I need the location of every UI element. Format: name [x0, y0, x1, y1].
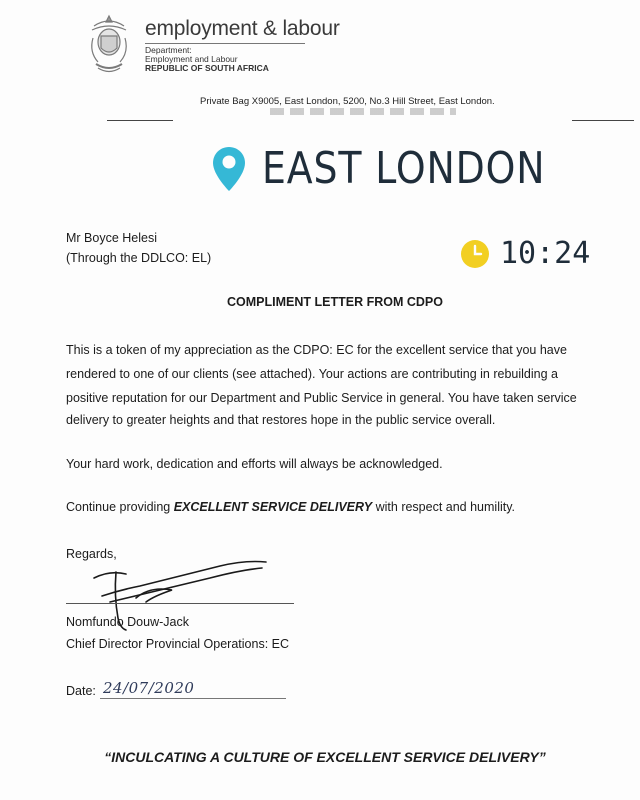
handwritten-date: 24/07/2020 — [103, 679, 195, 697]
postal-address: Private Bag X9005, East London, 5200, No.3 Hill Street, East London. — [200, 96, 495, 107]
faded-contact-line — [270, 108, 456, 115]
body-paragraph: Your hard work, dedication and efforts will always be acknowledged. — [66, 457, 443, 471]
country-name: REPUBLIC OF SOUTH AFRICA — [145, 63, 269, 73]
coat-of-arms-icon — [84, 12, 134, 76]
footer-motto: “INCULCATING A CULTURE OF EXCELLENT SERVICE DELIVERY” — [104, 749, 546, 765]
clock-icon — [460, 239, 490, 269]
title-underline — [145, 43, 305, 44]
body-line: positive reputation for our Department and Public Service in general. You have taken service — [66, 391, 577, 405]
date-line — [100, 698, 286, 699]
date-label: Date: — [66, 684, 96, 698]
signer-title: Chief Director Provincial Operations: EC — [66, 637, 289, 651]
time-label: 10:24 — [500, 236, 591, 271]
body-line: rendered to one of our clients (see attached). Your actions are contributing in rebuilding a — [66, 367, 558, 381]
location-sticker — [212, 143, 592, 194]
paragraph-text: Continue providing — [66, 500, 174, 514]
closing-regards: Regards, — [66, 547, 117, 561]
signer-name: Nomfundo Douw-Jack — [66, 615, 189, 629]
location-pin-icon — [212, 146, 246, 192]
divider-left — [107, 120, 173, 121]
paragraph-text: with respect and humility. — [372, 500, 516, 514]
time-sticker — [460, 236, 590, 271]
department-label: Department: — [145, 45, 192, 55]
location-label: EAST LONDON — [262, 143, 546, 194]
letter-subject: COMPLIMENT LETTER FROM CDPO — [227, 295, 443, 309]
body-line: delivery to greater heights and that restores hope in the public service overall. — [66, 413, 496, 427]
signature-line — [66, 603, 294, 604]
recipient-name: Mr Boyce Helesi — [66, 231, 157, 245]
emphasis-text: EXCELLENT SERVICE DELIVERY — [173, 500, 373, 514]
department-title: employment & labour — [145, 17, 340, 40]
body-paragraph — [66, 500, 515, 514]
recipient-via: (Through the DDLCO: EL) — [66, 251, 212, 265]
body-line: This is a token of my appreciation as the CDPO: EC for the excellent service that you have — [66, 343, 567, 357]
divider-right — [572, 120, 634, 121]
department-name: Employment and Labour — [145, 54, 238, 64]
